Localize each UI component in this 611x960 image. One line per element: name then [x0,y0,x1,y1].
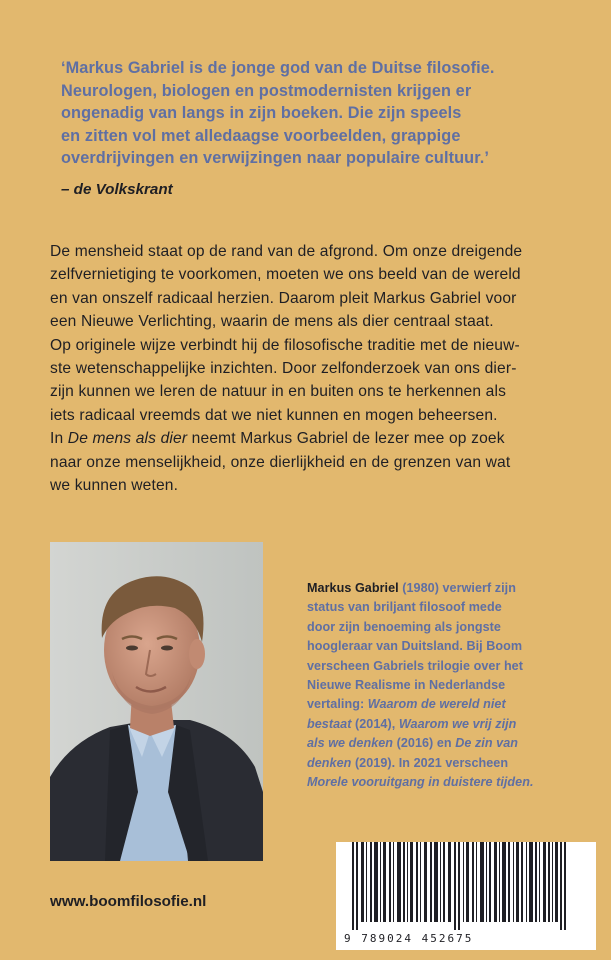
author-photo [50,542,263,861]
text: vertaling: [307,697,368,712]
book-title: Morele vooruitgang in duistere tijden. [307,775,534,790]
book-title: Waarom de wereld niet [367,697,506,712]
book-description [50,240,522,497]
bio-line [307,754,597,773]
bio-line: Nieuwe Realisme in Nederlandse [307,678,506,693]
description-line: we kunnen weten. [50,477,179,495]
author-name: Markus Gabriel [307,581,399,595]
description-line [50,427,522,450]
bio-line [307,734,597,753]
description-line: zelfvernietiging te voorkomen, moeten we ons beeld van de wereld [50,266,521,284]
quote-line: en zitten vol met alledaagse voorbeelden, grappige [61,126,461,145]
description-line: naar onze menselijkheid, onze dierlijkheid en de grenzen van wat [50,453,511,471]
bio-line [307,579,597,598]
description-line: ste wetenschappelijke inzichten. Door zelfonderzoek van ons dier- [50,360,517,378]
text: (2019). In 2021 verscheen [351,755,509,770]
text: neemt Markus Gabriel de lezer mee op zoek [187,430,505,448]
bio-line: hoogleraar van Duitsland. Bij Boom [307,639,523,654]
description-line: De mensheid staat op de rand van de afgrond. Om onze dreigende [50,243,523,260]
bio-line [307,773,597,792]
bio-line [307,695,597,714]
book-title: Waarom we vrij zijn [398,716,517,731]
blurb-quote [61,57,591,170]
bio-line: status van briljant filosoof mede [307,600,502,615]
barcode-bars [342,842,590,930]
text: (2014), [351,716,399,731]
quote-line: overdrijvingen en verwijzingen naar populaire cultuur.’ [61,149,490,168]
description-line: en van onszelf radicaal herzien. Daarom pleit Markus Gabriel voor [50,289,517,307]
publisher-website: www.boomfilosofie.nl [50,893,207,910]
quote-line: ongenadig van langs in zijn boeken. Die zijn speels [61,104,462,123]
text: In [50,430,68,448]
author-bio [307,579,597,792]
bio-line [307,715,597,734]
bio-line: verscheen Gabriels trilogie over het [307,658,523,673]
description-line: zijn kunnen we leren de natuur in en buiten ons te herkennen als [50,383,507,401]
book-title: De zin van [455,736,518,751]
description-line: een Nieuwe Verlichting, waarin de mens als dier centraal staat. [50,313,494,331]
description-line: iets radicaal vreemds dat we niet kunnen en mogen beheersen. [50,406,498,424]
description-line: Op originele wijze verbindt hij de filosofische traditie met de nieuw- [50,336,520,354]
bio-line: door zijn benoeming als jongste [307,619,501,634]
quote-line: ‘Markus Gabriel is de jonge god van de Duitse filosofie. [61,59,495,77]
book-title: denken [307,755,352,770]
quote-attribution: – de Volkskrant [61,181,173,198]
book-title: bestaat [307,716,352,731]
book-title: als we denken [307,736,394,751]
book-title: De mens als dier [67,430,188,448]
text: (1980) verwierf zijn [398,581,516,595]
quote-line: Neurologen, biologen en postmodernisten krijgen er [61,81,472,100]
isbn-number: 9 789024 452675 [344,932,474,945]
isbn-barcode [336,842,596,950]
text: (2016) en [393,736,456,751]
